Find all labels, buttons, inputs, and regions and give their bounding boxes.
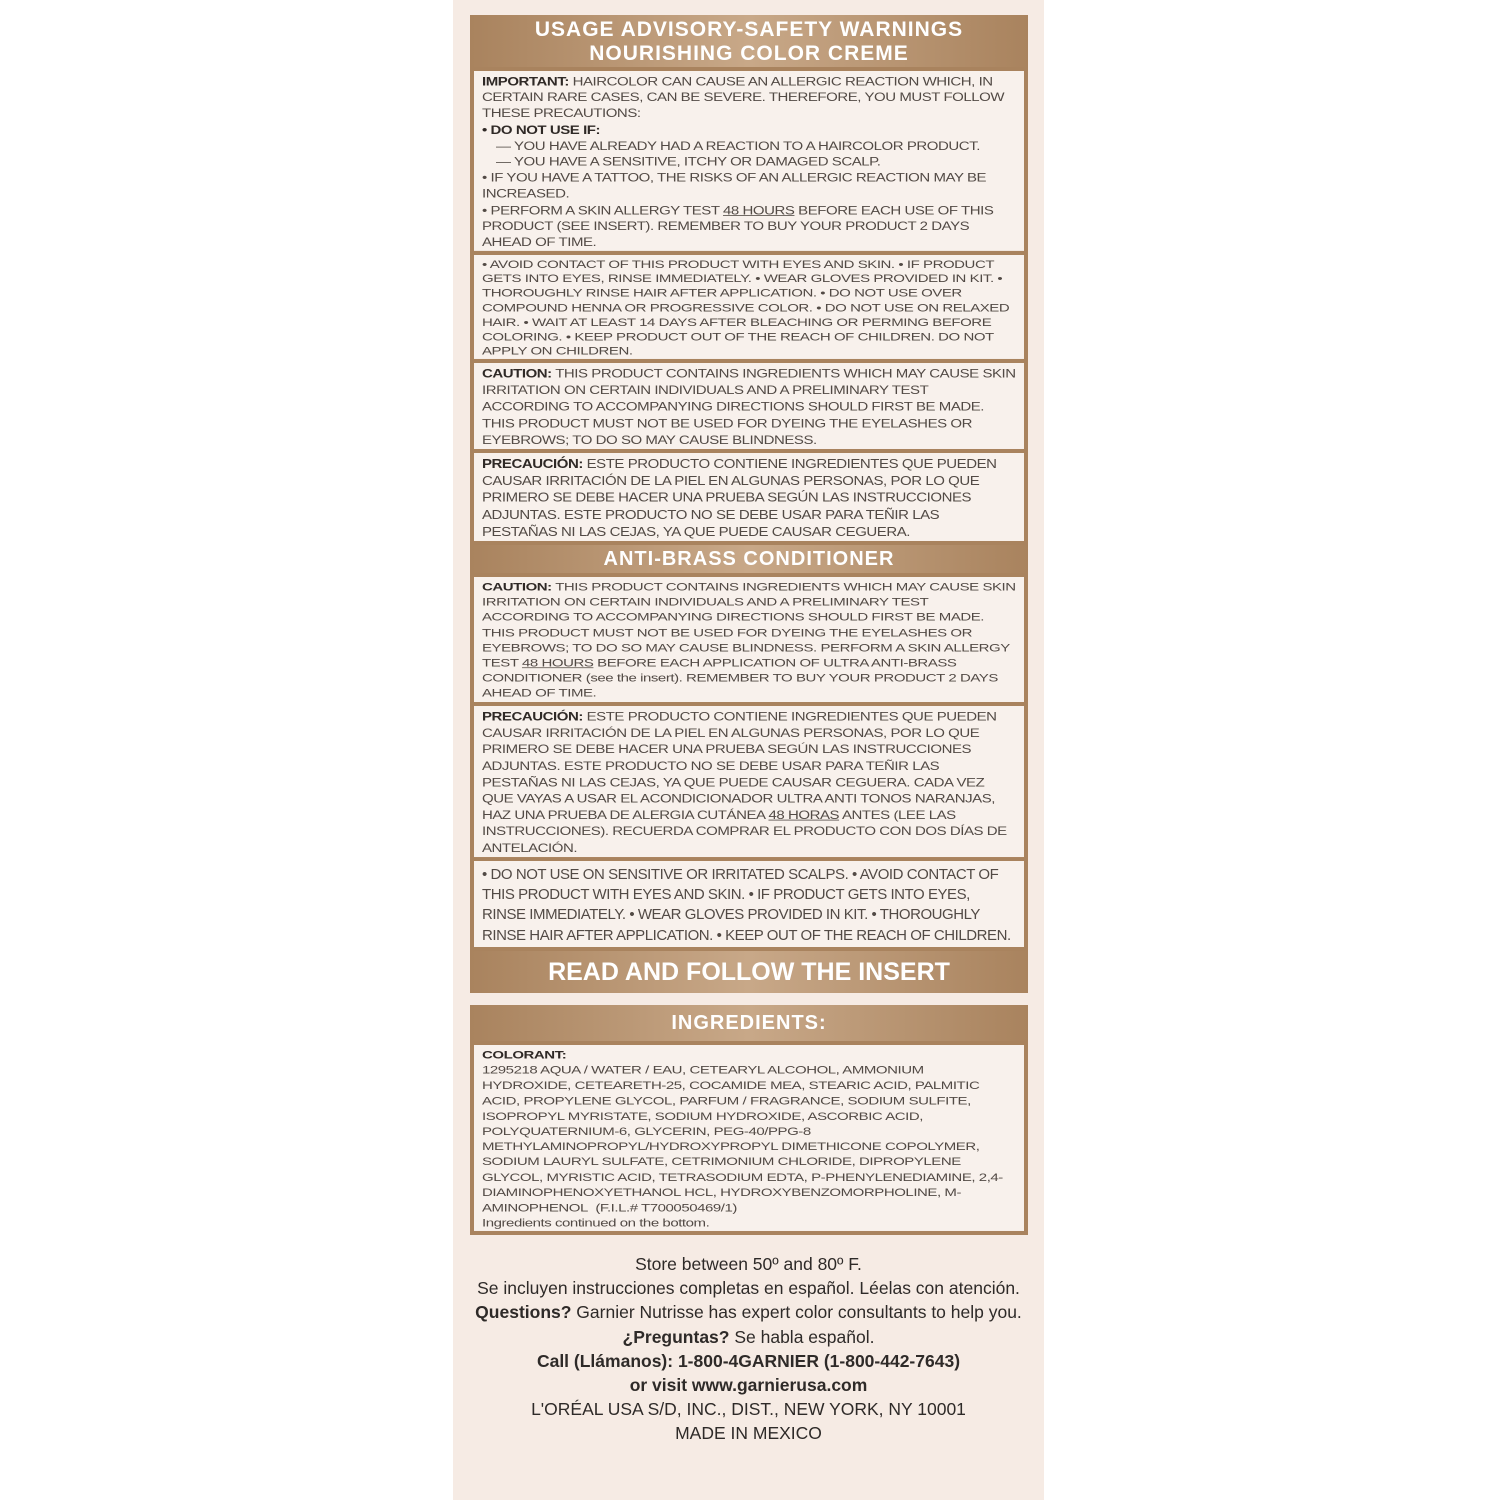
allergy-text-end: BEFORE EACH USE OF THIS PRODUCT (SEE INSERT). REMEMBER TO BUY YOUR PRODUCT 2 DAYS AHEAD OF TIME. — [482, 203, 994, 250]
allergy-hours: 48 HOURS — [723, 203, 795, 218]
caution-text: THIS PRODUCT CONTAINS INGREDIENTS WHICH MAY CAUSE SKIN IRRITATION ON CERTAIN INDIVIDUALS AND A PRELIMINARY TEST ACCORDING TO ACCOMPANYING DIRECTIONS SHOULD FIRST BE MADE. THIS PRODUCT MUST NOT BE USED FOR DYEING THE EYELASHES OR EYEBROWS; TO DO SO MAY CAUSE BLINDNESS. — [482, 367, 1016, 448]
allergy-text: • PERFORM A SKIN ALLERGY TEST — [482, 203, 724, 218]
preguntas-line — [453, 1325, 1044, 1349]
footer — [453, 1252, 1044, 1446]
conditioner-caution-label: CAUTION: — [482, 580, 552, 594]
conditioner-caution-mid: BEFORE EACH APPLICATION OF ULTRA ANTI-BRASS CONDITIONER — [482, 656, 957, 685]
questions-line — [453, 1300, 1044, 1324]
reaction-line: — YOU HAVE ALREADY HAD A REACTION TO A HAIRCOLOR PRODUCT. — [496, 139, 980, 153]
avoid-contact-text: • AVOID CONTACT OF THIS PRODUCT WITH EYES AND SKIN. • IF PRODUCT GETS INTO EYES, RINSE IMMEDIATELY. • WEAR GLOVES PROVIDED IN KIT. • THOROUGHLY RINSE HAIR AFTER APPLICATION. • DO NOT USE OVER COMPOUND HENNA OR PROGRESSIVE COLOR. • DO NOT USE ON RELAXED HAIR. • WAIT AT LEAST 14 DAYS AFTER BLEACHING OR PERMING BEFORE COLORING. • KEEP PRODUCT OUT OF THE REACH OF CHILDREN. DO NOT APPLY ON CHILDREN. — [482, 258, 1010, 358]
fil-code: (F.I.L.# T700050469/1) — [595, 1201, 737, 1215]
avoid-contact-box — [474, 255, 1024, 359]
preguntas-label: ¿Preguntas? — [622, 1326, 730, 1347]
do-not-use-label: • DO NOT USE IF: — [482, 123, 601, 137]
read-insert-banner: READ AND FOLLOW THE INSERT — [470, 951, 1028, 993]
storage-note: Store between 50º and 80º F. — [635, 1254, 862, 1274]
ingredients-box — [474, 1045, 1024, 1231]
conditioner-precaucion-box — [474, 706, 1024, 857]
caution-box — [474, 363, 1024, 449]
preguntas-text: Se habla español. — [729, 1326, 875, 1347]
important-text: HAIRCOLOR CAN CAUSE AN ALLERGIC REACTION WHICH, IN CERTAIN RARE CASES, CAN BE SEVERE. THEREFORE, YOU MUST FOLLOW THESE PRECAUTIONS: — [482, 74, 1005, 121]
safety-warnings-header — [470, 15, 1028, 67]
call-line: Call (Llámanos): 1-800-4GARNIER (1-800-442-7643) — [536, 1350, 961, 1371]
allergy-test-line — [482, 203, 1016, 251]
conditioner-precaucion-hours: 48 HORAS — [768, 808, 840, 823]
scalp-line: — YOU HAVE A SENSITIVE, ITCHY OR DAMAGED SCALP. — [496, 155, 881, 169]
precaucion-text: ESTE PRODUCTO CONTIENE INGREDIENTES QUE PUEDEN CAUSAR IRRITACIÓN DE LA PIEL EN ALGUNAS PERSONAS, POR LO QUE PRIMERO SE DEBE HACER UNA PRUEBA SEGÚN LAS INSTRUCCIONES ADJUNTAS. ESTE PRODUCTO NO SE DEBE USAR PARA TEÑIR LAS PESTAÑAS NI LAS CEJAS, YA QUE PUEDE CAUSAR CEGUERA. — [482, 457, 997, 540]
tattoo-line: • IF YOU HAVE A TATTOO, THE RISKS OF AN ALLERGIC REACTION MAY BE INCREASED. — [482, 171, 987, 202]
colorant-list: 1295218 AQUA / WATER / EAU, CETEARYL ALCOHOL, AMMONIUM HYDROXIDE, CETEARETH-25, COCAMIDE MEA, STEARIC ACID, PALMITIC ACID, PROPYLENE GLYCOL, PARFUM / FRAGRANCE, SODIUM SULFITE, ISOPROPYL MYRISTATE, SODIUM HYDROXIDE, ASCORBIC ACID, POLYQUATERNIUM-6, GLYCERIN, PEG-40/PPG-8 METHYLAMINOPROPYL/HYDROXYPROPYL DIMETHICONE COPOLYMER, SODIUM LAURYL SULFATE, CETRIMONIUM CHLORIDE, DIPROPYLENE GLYCOL, MYRISTIC ACID, TETRASODIUM EDTA, P-PHENYLENEDIAMINE, 2,4-DIAMINOPHENOXYETHANOL HCL, HYDROXYBENZOMORPHOLINE, M-AMINOPHENOL — [482, 1064, 1003, 1215]
spanish-instructions: Se incluyen instrucciones completas en español. Léelas con atención. — [477, 1278, 1020, 1299]
header-title: USAGE ADVISORY-SAFETY WARNINGS — [534, 18, 964, 41]
conditioner-precaucion-end: ANTES (LEE LAS INSTRUCCIONES). RECUERDA COMPRAR EL PRODUCTO CON DOS DÍAS DE ANTELACIÓN. — [482, 808, 1007, 856]
conditioner-precaucion-label: PRECAUCIÓN: — [482, 710, 583, 724]
conditioner-caution-hours: 48 HOURS — [521, 656, 594, 670]
conditioner-donot-text: • DO NOT USE ON SENSITIVE OR IRRITATED SCALPS. • AVOID CONTACT OF THIS PRODUCT WITH EYES AND SKIN. • IF PRODUCT GETS INTO EYES, RINSE IMMEDIATELY. • WEAR GLOVES PROVIDED IN KIT. • THOROUGHLY RINSE HAIR AFTER APPLICATION. • KEEP OUT OF THE REACH OF CHILDREN. — [482, 866, 1011, 944]
ingredients-continued: Ingredients continued on the bottom. — [482, 1216, 710, 1230]
conditioner-caution-box — [474, 577, 1024, 702]
visit-line: or visit www.garnierusa.com — [629, 1375, 868, 1396]
important-label: IMPORTANT: — [482, 74, 569, 89]
questions-label: Questions? — [475, 1302, 572, 1323]
conditioner-donot-box — [474, 861, 1024, 947]
questions-text: Garnier Nutrisse has expert color consultants to help you. — [571, 1302, 1022, 1323]
conditioner-caution-end: REMEMBER TO BUY YOUR PRODUCT 2 DAYS AHEAD OF TIME. — [482, 672, 998, 701]
conditioner-caution-text: THIS PRODUCT CONTAINS INGREDIENTS WHICH MAY CAUSE SKIN IRRITATION ON CERTAIN INDIVIDUALS AND A PRELIMINARY TEST ACCORDING TO ACCOMPANYING DIRECTIONS SHOULD FIRST BE MADE. THIS PRODUCT MUST NOT BE USED FOR DYEING THE EYELASHES OR EYEBROWS; TO DO SO MAY CAUSE BLINDNESS. PERFORM A SKIN ALLERGY TEST — [482, 580, 1016, 670]
precaucion-label: PRECAUCIÓN: — [482, 457, 583, 472]
ingredients-header: INGREDIENTS: — [470, 1005, 1028, 1041]
made-in-line: MADE IN MEXICO — [675, 1423, 822, 1444]
precaucion-box — [474, 453, 1024, 541]
colorant-label: COLORANT: — [482, 1048, 567, 1062]
conditioner-caution-insert: (see the insert). — [585, 672, 683, 685]
important-box — [474, 71, 1024, 251]
caution-label: CAUTION: — [482, 367, 552, 382]
header-subtitle: NOURISHING COLOR CREME — [589, 42, 909, 65]
conditioner-header: ANTI-BRASS CONDITIONER — [470, 545, 1028, 573]
distributor-line: L'ORÉAL USA S/D, INC., DIST., NEW YORK, NY 10001 — [531, 1399, 966, 1420]
conditioner-precaucion-text: ESTE PRODUCTO CONTIENE INGREDIENTES QUE PUEDEN CAUSAR IRRITACIÓN DE LA PIEL EN ALGUNAS PERSONAS, POR LO QUE PRIMERO SE DEBE HACER UNA PRUEBA SEGÚN LAS INSTRUCCIONES ADJUNTAS. ESTE PRODUCTO NO SE DEBE USAR PARA TEÑIR LAS PESTAÑAS NI LAS CEJAS, YA QUE PUEDE CAUSAR CEGUERA. CADA VEZ QUE VAYAS A USAR EL ACONDICIONADOR ULTRA ANTI TONOS NARANJAS, HAZ UNA PRUEBA DE ALERGIA CUTÁNEA — [482, 710, 997, 823]
